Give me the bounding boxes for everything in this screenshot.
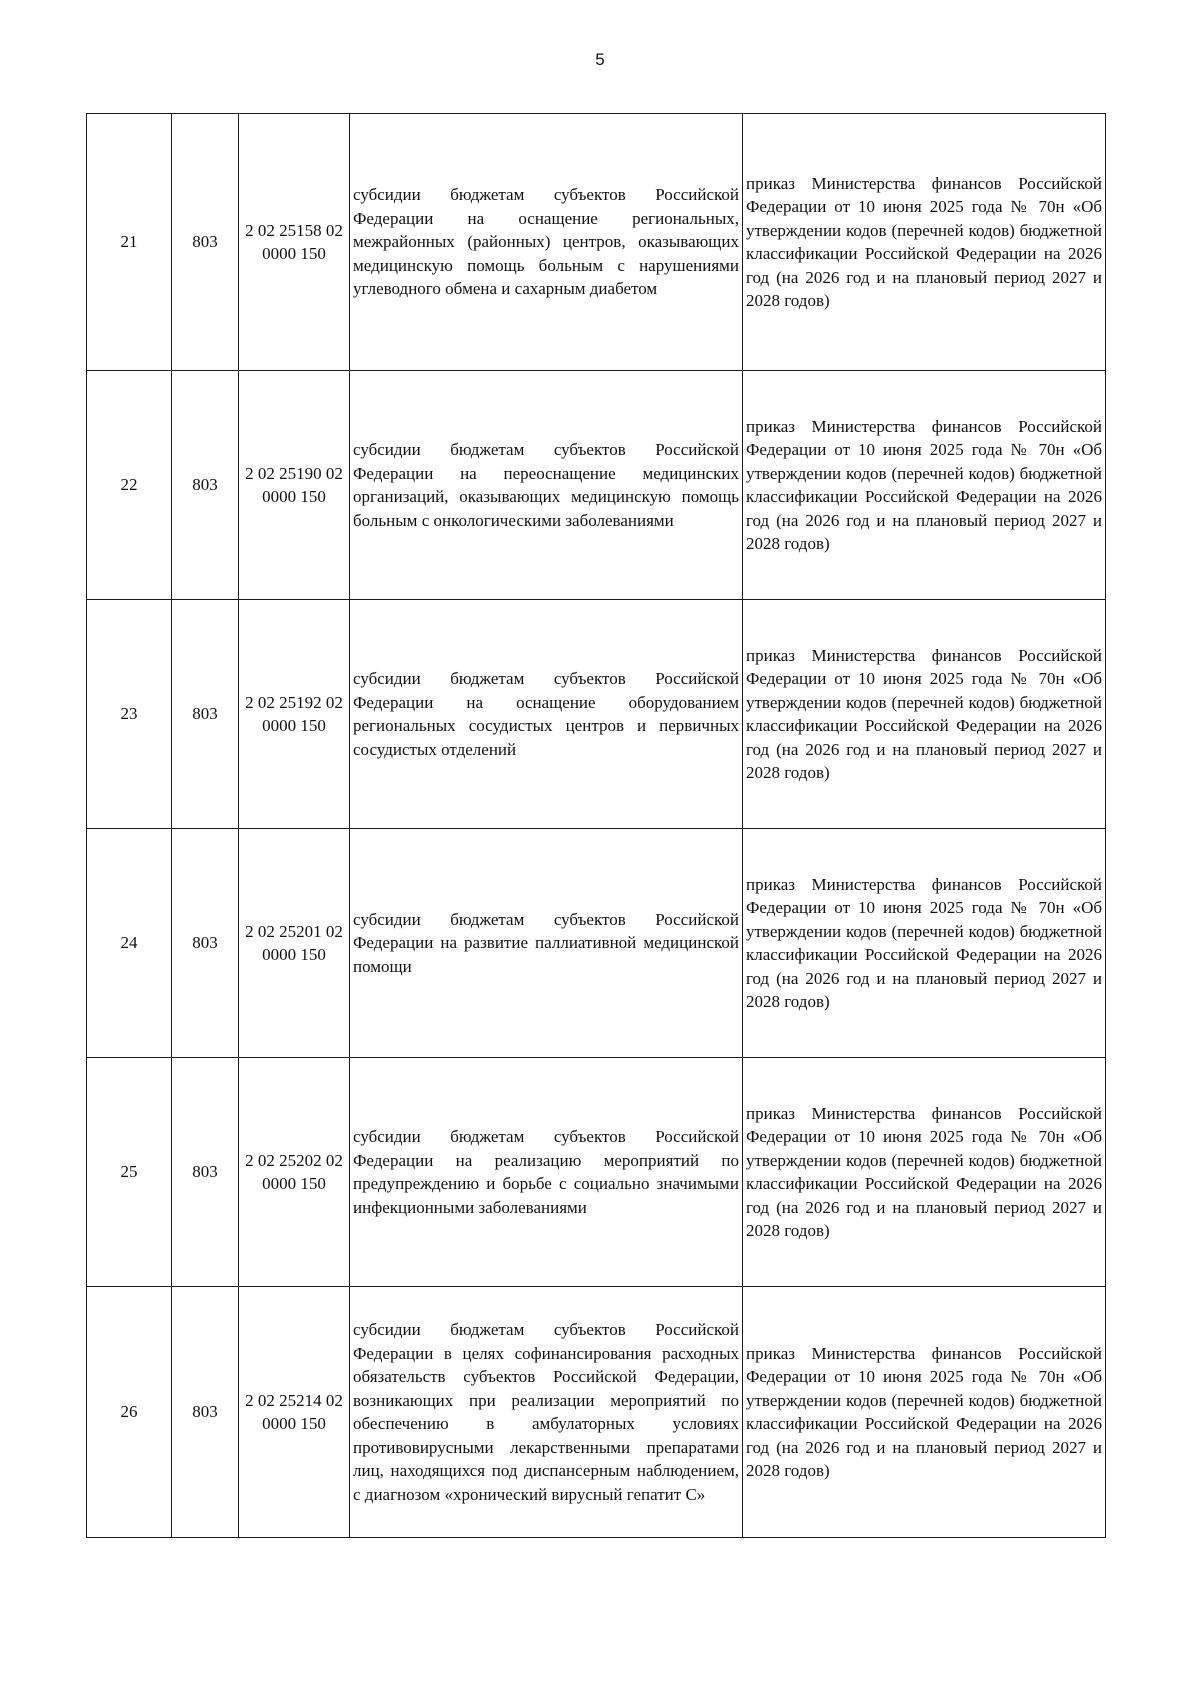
- legal-basis: приказ Министерства финансов Российской Федерации от 10 июня 2025 года № 70н «Об утверждении кодов (перечней кодов) бюджетной классификации Российской Федерации на 2026 год (на 2026 год и на плановый период 2027 и 2028 годов): [743, 1287, 1106, 1538]
- table-row: [87, 829, 1106, 1058]
- legal-basis: приказ Министерства финансов Российской Федерации от 10 июня 2025 года № 70н «Об утверждении кодов (перечней кодов) бюджетной классификации Российской Федерации на 2026 год (на 2026 год и на плановый период 2027 и 2028 годов): [743, 1058, 1106, 1287]
- revenue-name: субсидии бюджетам субъектов Российской Федерации на переоснащение медицинских организаций, оказывающих медицинскую помощь больным с онкологическими заболеваниями: [350, 371, 743, 600]
- admin-code: 803: [172, 829, 239, 1058]
- admin-code: 803: [172, 1058, 239, 1287]
- row-number: 25: [87, 1058, 172, 1287]
- legal-basis: приказ Министерства финансов Российской Федерации от 10 июня 2025 года № 70н «Об утверждении кодов (перечней кодов) бюджетной классификации Российской Федерации на 2026 год (на 2026 год и на плановый период 2027 и 2028 годов): [743, 829, 1106, 1058]
- table-row: [87, 1287, 1106, 1538]
- table-row: [87, 371, 1106, 600]
- table-row: [87, 114, 1106, 371]
- row-number: 23: [87, 600, 172, 829]
- page-number: 5: [595, 50, 605, 69]
- admin-code: 803: [172, 600, 239, 829]
- budget-classification-code: 2 02 25202 02 0000 150: [239, 1058, 350, 1287]
- budget-classification-code: 2 02 25192 02 0000 150: [239, 600, 350, 829]
- table-row: [87, 600, 1106, 829]
- budget-classification-code: 2 02 25190 02 0000 150: [239, 371, 350, 600]
- revenue-name: субсидии бюджетам субъектов Российской Федерации на оснащение оборудованием региональных сосудистых центров и первичных сосудистых отделений: [350, 600, 743, 829]
- legal-basis: приказ Министерства финансов Российской Федерации от 10 июня 2025 года № 70н «Об утверждении кодов (перечней кодов) бюджетной классификации Российской Федерации на 2026 год (на 2026 год и на плановый период 2027 и 2028 годов): [743, 600, 1106, 829]
- row-number: 26: [87, 1287, 172, 1538]
- revenue-name: субсидии бюджетам субъектов Российской Федерации на оснащение региональных, межрайонных (районных) центров, оказывающих медицинскую помощь больным с нарушениями углеводного обмена и сахарным диабетом: [350, 114, 743, 371]
- revenue-name: субсидии бюджетам субъектов Российской Федерации на реализацию мероприятий по предупреждению и борьбе с социально значимыми инфекционными заболеваниями: [350, 1058, 743, 1287]
- legal-basis: приказ Министерства финансов Российской Федерации от 10 июня 2025 года № 70н «Об утверждении кодов (перечней кодов) бюджетной классификации Российской Федерации на 2026 год (на 2026 год и на плановый период 2027 и 2028 годов): [743, 114, 1106, 371]
- budget-codes-table: [86, 113, 1106, 1538]
- budget-classification-code: 2 02 25201 02 0000 150: [239, 829, 350, 1058]
- admin-code: 803: [172, 114, 239, 371]
- budget-classification-code: 2 02 25214 02 0000 150: [239, 1287, 350, 1538]
- row-number: 24: [87, 829, 172, 1058]
- admin-code: 803: [172, 371, 239, 600]
- row-number: 22: [87, 371, 172, 600]
- row-number: 21: [87, 114, 172, 371]
- admin-code: 803: [172, 1287, 239, 1538]
- budget-classification-code: 2 02 25158 02 0000 150: [239, 114, 350, 371]
- table-row: [87, 1058, 1106, 1287]
- legal-basis: приказ Министерства финансов Российской Федерации от 10 июня 2025 года № 70н «Об утверждении кодов (перечней кодов) бюджетной классификации Российской Федерации на 2026 год (на 2026 год и на плановый период 2027 и 2028 годов): [743, 371, 1106, 600]
- revenue-name: субсидии бюджетам субъектов Российской Федерации в целях софинансирования расходных обязательств субъектов Российской Федерации, возникающих при реализации мероприятий по обеспечению в амбулаторных условиях противовирусными лекарственными препаратами лиц, находящихся под диспансерным наблюдением, с диагнозом «хронический вирусный гепатит С»: [350, 1287, 743, 1538]
- revenue-name: субсидии бюджетам субъектов Российской Федерации на развитие паллиативной медицинской помощи: [350, 829, 743, 1058]
